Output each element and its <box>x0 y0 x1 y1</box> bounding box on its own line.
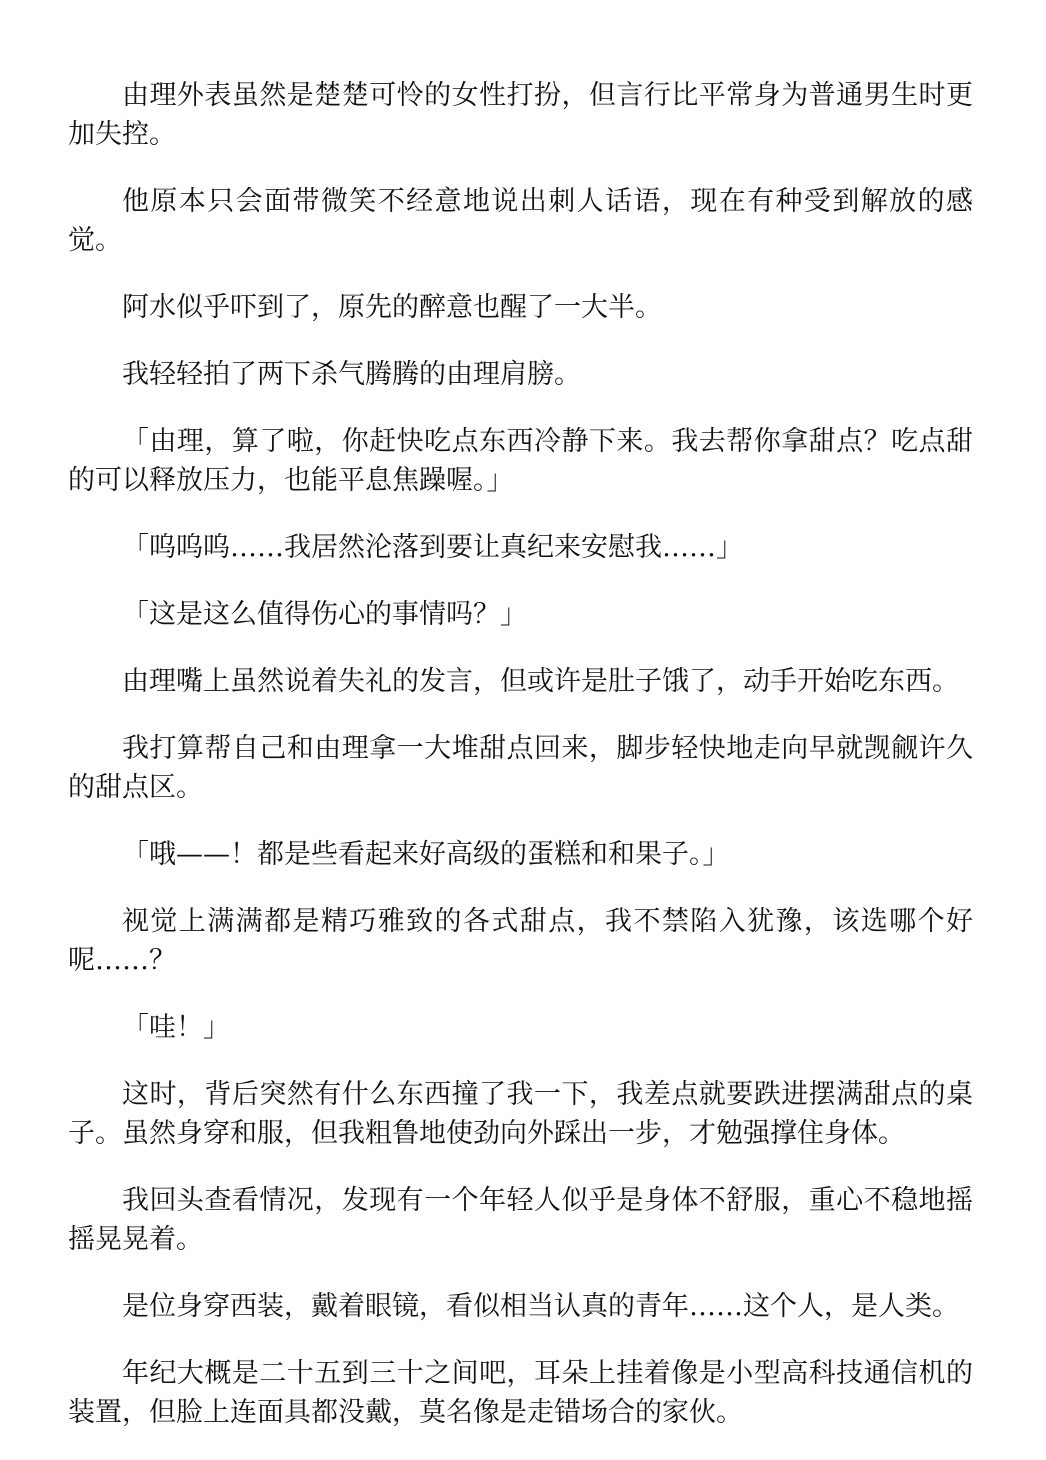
paragraph: 「哇！」 <box>122 1012 230 1043</box>
paragraph: 我轻轻拍了两下杀气腾腾的由理肩膀。 <box>122 359 581 390</box>
paragraph: 我回头查看情况，发现有一个年轻人似乎是身体不舒服，重心不稳地摇摇晃晃着。 <box>68 1185 973 1255</box>
paragraph: 「哦——！都是些看起来好高级的蛋糕和和果子。」 <box>122 839 730 870</box>
paragraph: 年纪大概是二十五到三十之间吧，耳朵上挂着像是小型高科技通信机的装置，但脸上连面具都没戴，莫名像是走错场合的家伙。 <box>68 1358 973 1428</box>
paragraph: 由理嘴上虽然说着失礼的发言，但或许是肚子饿了，动手开始吃东西。 <box>122 666 959 697</box>
page-body <box>68 76 973 1460</box>
paragraph: 「由理，算了啦，你赶快吃点东西冷静下来。我去帮你拿甜点？吃点甜的可以释放压力，也能平息焦躁喔。」 <box>68 426 973 496</box>
paragraph: 这时，背后突然有什么东西撞了我一下，我差点就要跌进摆满甜点的桌子。虽然身穿和服，但我粗鲁地使劲向外踩出一步，才勉强撑住身体。 <box>68 1079 973 1149</box>
paragraph: 由理外表虽然是楚楚可怜的女性打扮，但言行比平常身为普通男生时更加失控。 <box>68 80 973 150</box>
paragraph: 「这是这么值得伤心的事情吗？」 <box>122 599 527 630</box>
paragraph: 我打算帮自己和由理拿一大堆甜点回来，脚步轻快地走向早就觊觎许久的甜点区。 <box>68 733 973 803</box>
paragraph: 阿水似乎吓到了，原先的醉意也醒了一大半。 <box>122 292 662 323</box>
paragraph: 他原本只会面带微笑不经意地说出刺人话语，现在有种受到解放的感觉。 <box>68 186 973 256</box>
paragraph: 视觉上满满都是精巧雅致的各式甜点，我不禁陷入犹豫，该选哪个好呢……？ <box>68 906 973 976</box>
paragraph: 是位身穿西装，戴着眼镜，看似相当认真的青年……这个人，是人类。 <box>122 1291 959 1322</box>
paragraph: 「呜呜呜……我居然沦落到要让真纪来安慰我……」 <box>122 532 743 563</box>
